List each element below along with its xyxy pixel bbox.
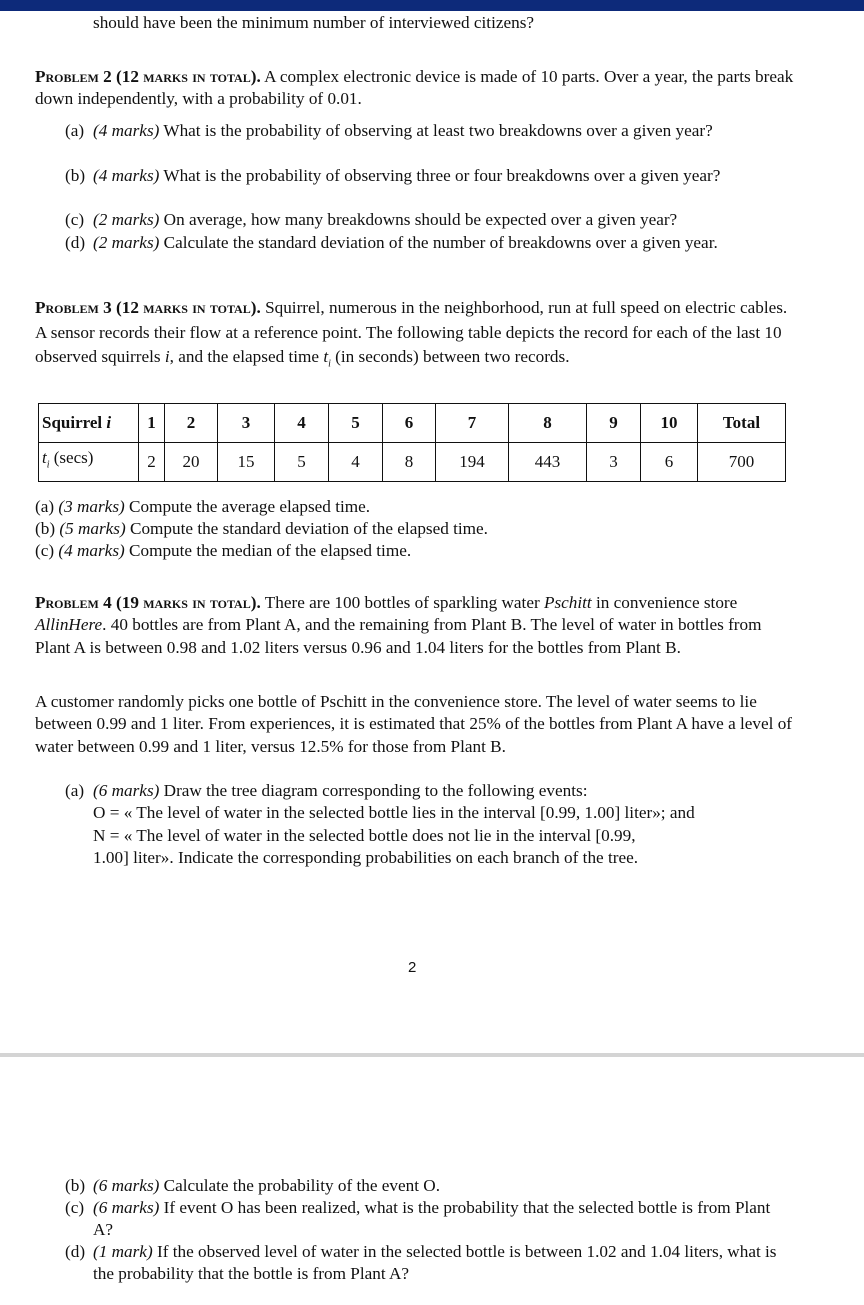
problem-3-text-b: , and the elapsed time bbox=[169, 347, 324, 366]
var-t: t bbox=[323, 347, 329, 366]
problem-2-text: A complex electronic device is made of 10 parts. Over a year, the parts break down independently, with a probability of 0.01. bbox=[35, 67, 794, 109]
item-marks: (4 marks) bbox=[93, 121, 160, 140]
table-cell: 9 bbox=[587, 404, 641, 443]
top-line-text: should have been the minimum number of interviewed citizens? bbox=[93, 13, 535, 32]
store-name: AllinHere bbox=[35, 615, 103, 635]
problem-2-intro bbox=[35, 66, 795, 111]
table-cell: 2 bbox=[165, 404, 218, 443]
problem-4-paragraph-2: A customer randomly picks one bottle of Pschitt in the convenience store. The level of water seems to lie between 0.99 and 1 liter. From experiences, it is estimated that 25% of the bottles from Plant A have a level of water between 0.99 and 1 liter, versus 12.5% for those from Plant B. bbox=[35, 692, 793, 756]
problem-4-item-d: (d) (1 mark) If the observed level of water in the selected bottle is between 1.02 and 1.04 liters, what is the probability that the bottle is from Plant A? bbox=[65, 1242, 777, 1284]
table-cell: 2 bbox=[139, 443, 165, 482]
table-cell: 8 bbox=[509, 404, 587, 443]
table-header-row bbox=[39, 404, 786, 443]
var-i: i bbox=[164, 347, 170, 366]
problem-4-item-b: (b) (6 marks) Calculate the probability of the event O. bbox=[65, 1176, 440, 1195]
table-cell: 5 bbox=[329, 404, 383, 443]
table-cell: 194 bbox=[436, 443, 509, 482]
item-marks: (4 marks) bbox=[93, 166, 160, 185]
item-text: On average, how many breakdowns should be expected over a given year? bbox=[163, 210, 678, 229]
brand-name: Pschitt bbox=[543, 593, 592, 612]
page-number: 2 bbox=[408, 959, 417, 976]
item-label: (c) bbox=[65, 210, 85, 229]
problem-3-heading: Problem 3 (12 marks in total). bbox=[35, 298, 261, 317]
problem-2-heading: Problem 2 (12 marks in total). bbox=[35, 67, 261, 86]
table-header-label: Squirrel i bbox=[39, 404, 139, 443]
squirrel-table bbox=[38, 403, 786, 482]
event-o-definition: O = « The level of water in the selected bottle lies in the interval [0.99, 1.00] liter»; and bbox=[93, 803, 695, 823]
table-cell: 3 bbox=[587, 443, 641, 482]
problem-3-text-a: Squirrel, numerous in the neighborhood, run at full speed on electric cables. A sensor records their flow at a reference point. The following table depicts the record for each of the last 10 observed squirrels bbox=[35, 298, 788, 366]
table-cell: 3 bbox=[218, 404, 275, 443]
item-text: What is the probability of observing at least two breakdowns over a given year? bbox=[163, 121, 713, 140]
table-cell: 6 bbox=[383, 404, 436, 443]
item-text: What is the probability of observing three or four breakdowns over a given year? bbox=[163, 166, 721, 185]
table-cell: 7 bbox=[436, 404, 509, 443]
table-cell: 5 bbox=[275, 443, 329, 482]
table-cell: 8 bbox=[383, 443, 436, 482]
problem-2-item-d bbox=[65, 232, 785, 254]
problem-3-item-a: (a) (3 marks) Compute the average elapsed time. bbox=[35, 497, 371, 516]
item-label: (b) bbox=[65, 166, 86, 185]
table-cell: 20 bbox=[165, 443, 218, 482]
problem-3-text-c: (in seconds) between two records. bbox=[330, 347, 570, 366]
table-cell: 4 bbox=[275, 404, 329, 443]
table-cell: 6 bbox=[641, 443, 698, 482]
problem-4-intro: Problem 4 (19 marks in total). There are 100 bottles of sparkling water Pschitt in convenience store AllinHere. 40 bottles are from Plant A, and the remaining from Plant B. The level of water in bottles from Plant A is between 0.98 and 1.02 liters versus 0.96 and 1.04 liters for the bottles from Plant B. bbox=[35, 593, 762, 657]
problem-4-item-a: (a) (6 marks) Draw the tree diagram corresponding to the following events: O = « The level of water in the selected bottle lies in the interval [0.99, 1.00] liter»; and N = « The level of water in the selected bottle does not lie in the interval [0.99, 1.00] liter». Indicate the corresponding probabilities on each branch of the tree. bbox=[65, 780, 785, 870]
top-color-bar bbox=[0, 0, 864, 11]
problem-2-item-b bbox=[65, 165, 785, 187]
problem-2-item-a bbox=[65, 120, 785, 142]
table-cell: 10 bbox=[641, 404, 698, 443]
item-text: Calculate the standard deviation of the number of breakdowns over a given year. bbox=[163, 233, 718, 252]
item-label: (a) bbox=[65, 121, 85, 140]
table-row bbox=[39, 443, 786, 482]
table-cell: 15 bbox=[218, 443, 275, 482]
item-marks: (2 marks) bbox=[93, 233, 160, 252]
problem-3-item-c: (c) (4 marks) Compute the median of the elapsed time. bbox=[35, 541, 412, 560]
var-t-subscript: i bbox=[328, 358, 331, 370]
table-cell: 1 bbox=[139, 404, 165, 443]
item-marks: (2 marks) bbox=[93, 210, 160, 229]
problem-4-item-c: (c) (6 marks) If event O has been realized, what is the probability that the selected bottle is from Plant A? bbox=[65, 1198, 771, 1240]
table-cell: Total bbox=[698, 404, 786, 443]
item-label: (d) bbox=[65, 233, 86, 252]
table-row-label: $t_i$ (secs) bbox=[39, 443, 139, 482]
table-cell: 4 bbox=[329, 443, 383, 482]
page-divider bbox=[0, 1053, 864, 1057]
event-n-definition: N = « The level of water in the selected bottle does not lie in the interval [0.99, bbox=[93, 825, 636, 845]
problem-3-intro bbox=[35, 296, 795, 377]
problem-4-heading: Problem 4 (19 marks in total). bbox=[35, 593, 261, 612]
problem-3-item-b: (b) (5 marks) Compute the standard deviation of the elapsed time. bbox=[35, 519, 488, 538]
table-cell: 443 bbox=[509, 443, 587, 482]
table-cell: 700 bbox=[698, 443, 786, 482]
problem-2-item-c bbox=[65, 209, 785, 231]
